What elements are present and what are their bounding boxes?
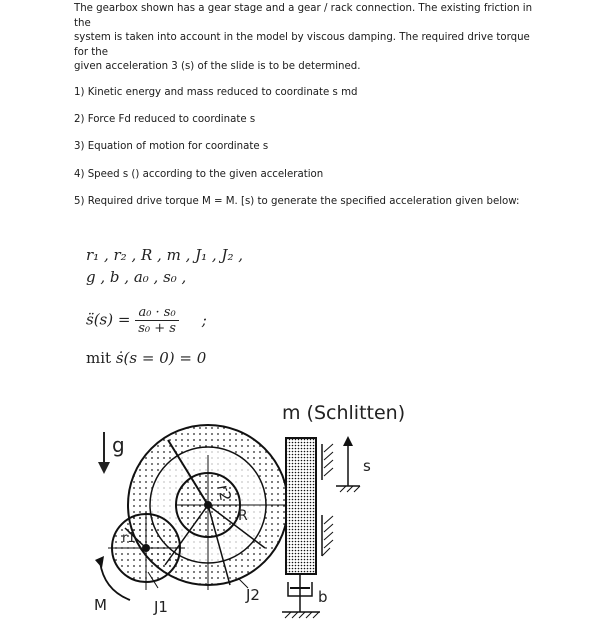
label-r2: r2: [214, 483, 235, 503]
label-b: b: [318, 588, 328, 606]
guide-rail: [322, 444, 333, 556]
label-s: s: [363, 457, 371, 475]
task-5: 5) Required drive torque M = M. [s) to generate the specified acceleration given below:: [74, 196, 520, 207]
intro-line-2: system is taken into account in the model by viscous damping. The required drive torque for the: [74, 32, 530, 58]
accel-end: ;: [201, 310, 207, 329]
task-1: 1) Kinetic energy and mass reduced to coordinate s md: [74, 87, 358, 98]
task-4: 4) Speed s () according to the given acceleration: [74, 169, 324, 180]
gravity-arrow: [98, 432, 110, 474]
given-params-line-1: r₁ , r₂ , R , m , J₁ , J₂ ,: [86, 246, 243, 264]
damper: [282, 574, 320, 618]
label-g: g: [112, 433, 125, 457]
accel-denominator: s₀ + s: [138, 321, 176, 336]
given-params-line-2: g , b , a₀ , s₀ ,: [86, 268, 187, 286]
label-slide-mass: m (Schlitten): [282, 402, 406, 424]
coordinate-s-arrow: [336, 436, 360, 492]
label-r1: r1: [122, 531, 136, 546]
label-J1: J1: [154, 598, 168, 616]
intro-line-3: given acceleration 3 (s) of the slide is to be determined.: [74, 61, 361, 72]
slide-rack: [286, 438, 316, 574]
accel-numerator: a₀ · s₀: [135, 305, 179, 321]
task-2: 2) Force Fd reduced to coordinate s: [74, 114, 256, 125]
intro-line-1: The gearbox shown has a gear stage and a gear / rack connection. The existing friction in the: [74, 3, 533, 29]
cond-mit: mit: [86, 349, 112, 367]
label-M: M: [94, 596, 107, 614]
label-R: R: [238, 508, 248, 524]
label-J2: J2: [246, 586, 260, 604]
accel-lhs: s̈(s) =: [86, 310, 131, 329]
task-3: 3) Equation of motion for coordinate s: [74, 141, 269, 152]
cond-expr: ṡ(s = 0) = 0: [115, 349, 207, 367]
